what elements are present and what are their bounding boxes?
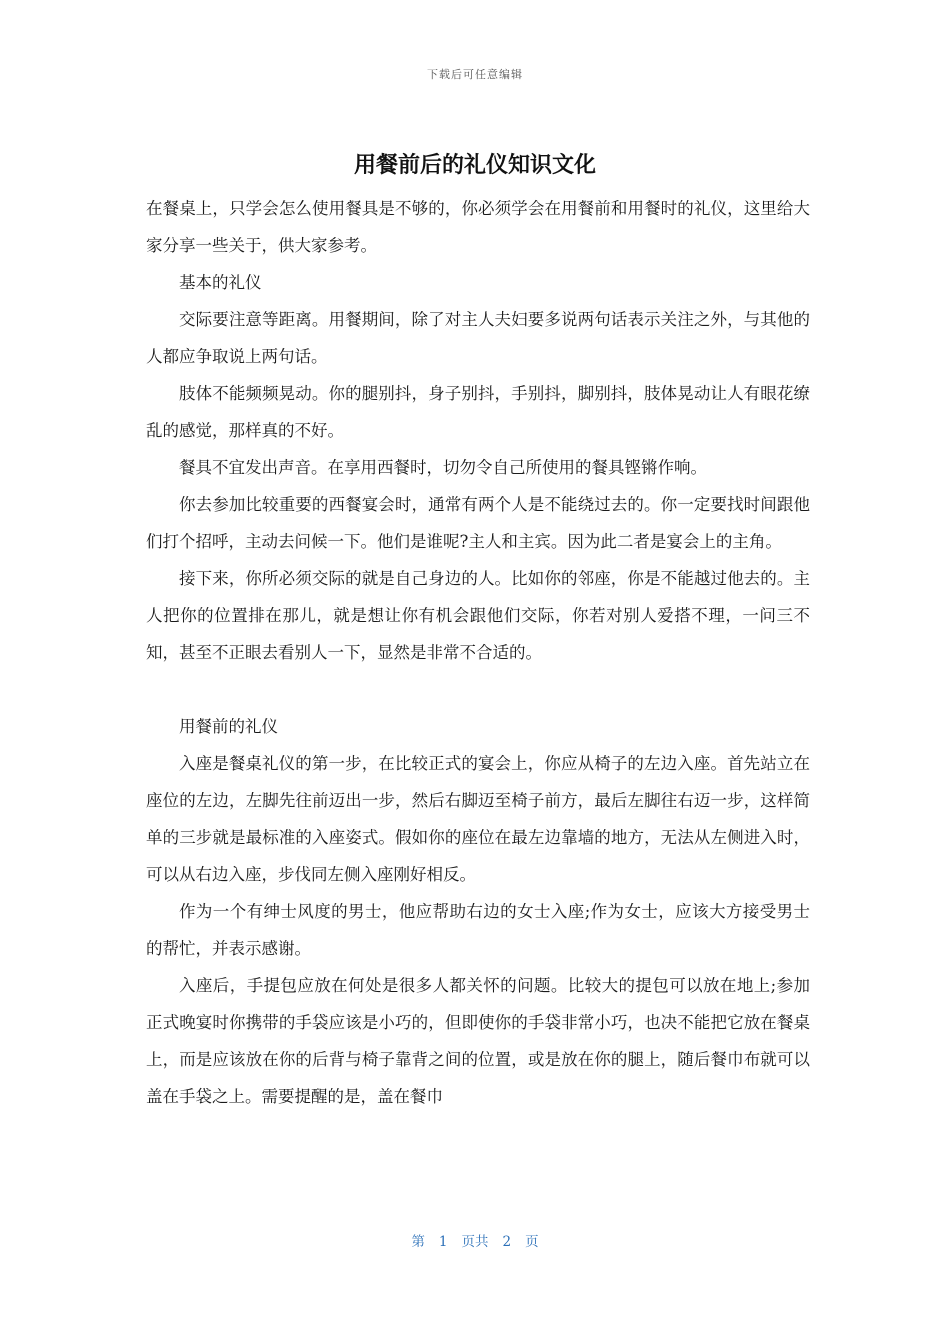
intro-paragraph: 在餐桌上，只学会怎么使用餐具是不够的，你必须学会在用餐前和用餐时的礼仪，这里给大家分享一些关于，供大家参考。 [146,199,810,255]
footer-page-number: 1 [438,1234,448,1250]
paragraph: 餐具不宜发出声音。在享用西餐时，切勿令自己所使用的餐具铿锵作响。 [179,458,707,477]
footer-middle: 页共 [461,1234,489,1250]
document-body [146,190,810,1115]
section-heading-pre-meal-etiquette: 用餐前的礼仪 [179,717,278,736]
section-heading-basic-etiquette: 基本的礼仪 [179,273,262,292]
paragraph: 交际要注意等距离。用餐期间，除了对主人夫妇要多说两句话表示关注之外，与其他的人都应争取说上两句话。 [146,310,810,366]
header-note: 下载后可任意编辑 [427,68,523,81]
paragraph: 接下来，你所必须交际的就是自己身边的人。比如你的邻座，你是不能越过他去的。主人把你的位置排在那儿，就是想让你有机会跟他们交际，你若对别人爱搭不理，一问三不知，甚至不正眼去看别人一下，显然是非常不合适的。 [146,569,810,662]
paragraph: 入座后，手提包应放在何处是很多人都关怀的问题。比较大的提包可以放在地上;参加正式晚宴时你携带的手袋应该是小巧的，但即使你的手袋非常小巧，也决不能把它放在餐桌上，而是应该放在你的后背与椅子靠背之间的位置，或是放在你的腿上，随后餐巾布就可以盖在手袋之上。需要提醒的是，盖在餐巾 [146,976,810,1106]
paragraph: 肢体不能频频晃动。你的腿别抖，身子别抖，手别抖，脚别抖，肢体晃动让人有眼花缭乱的感觉，那样真的不好。 [146,384,810,440]
paragraph: 入座是餐桌礼仪的第一步，在比较正式的宴会上，你应从椅子的左边入座。首先站立在座位的左边，左脚先往前迈出一步，然后右脚迈至椅子前方，最后左脚往右迈一步，这样简单的三步就是最标准的入座姿式。假如你的座位在最左边靠墙的地方，无法从左侧进入时，可以从右边入座，步伐同左侧入座刚好相反。 [146,754,810,884]
paragraph: 你去参加比较重要的西餐宴会时，通常有两个人是不能绕过去的。你一定要找时间跟他们打个招呼，主动去问候一下。他们是谁呢?主人和主宾。因为此二者是宴会上的主角。 [146,495,810,551]
paragraph: 作为一个有绅士风度的男士，他应帮助右边的女士入座;作为女士，应该大方接受男士的帮忙，并表示感谢。 [146,902,810,958]
document-title: 用餐前后的礼仪知识文化 [353,153,596,178]
blank-line [146,671,810,708]
footer-suffix: 页 [525,1234,539,1250]
footer-total-pages: 2 [502,1234,512,1250]
footer-prefix: 第 [411,1234,425,1250]
page-footer [0,1230,950,1250]
